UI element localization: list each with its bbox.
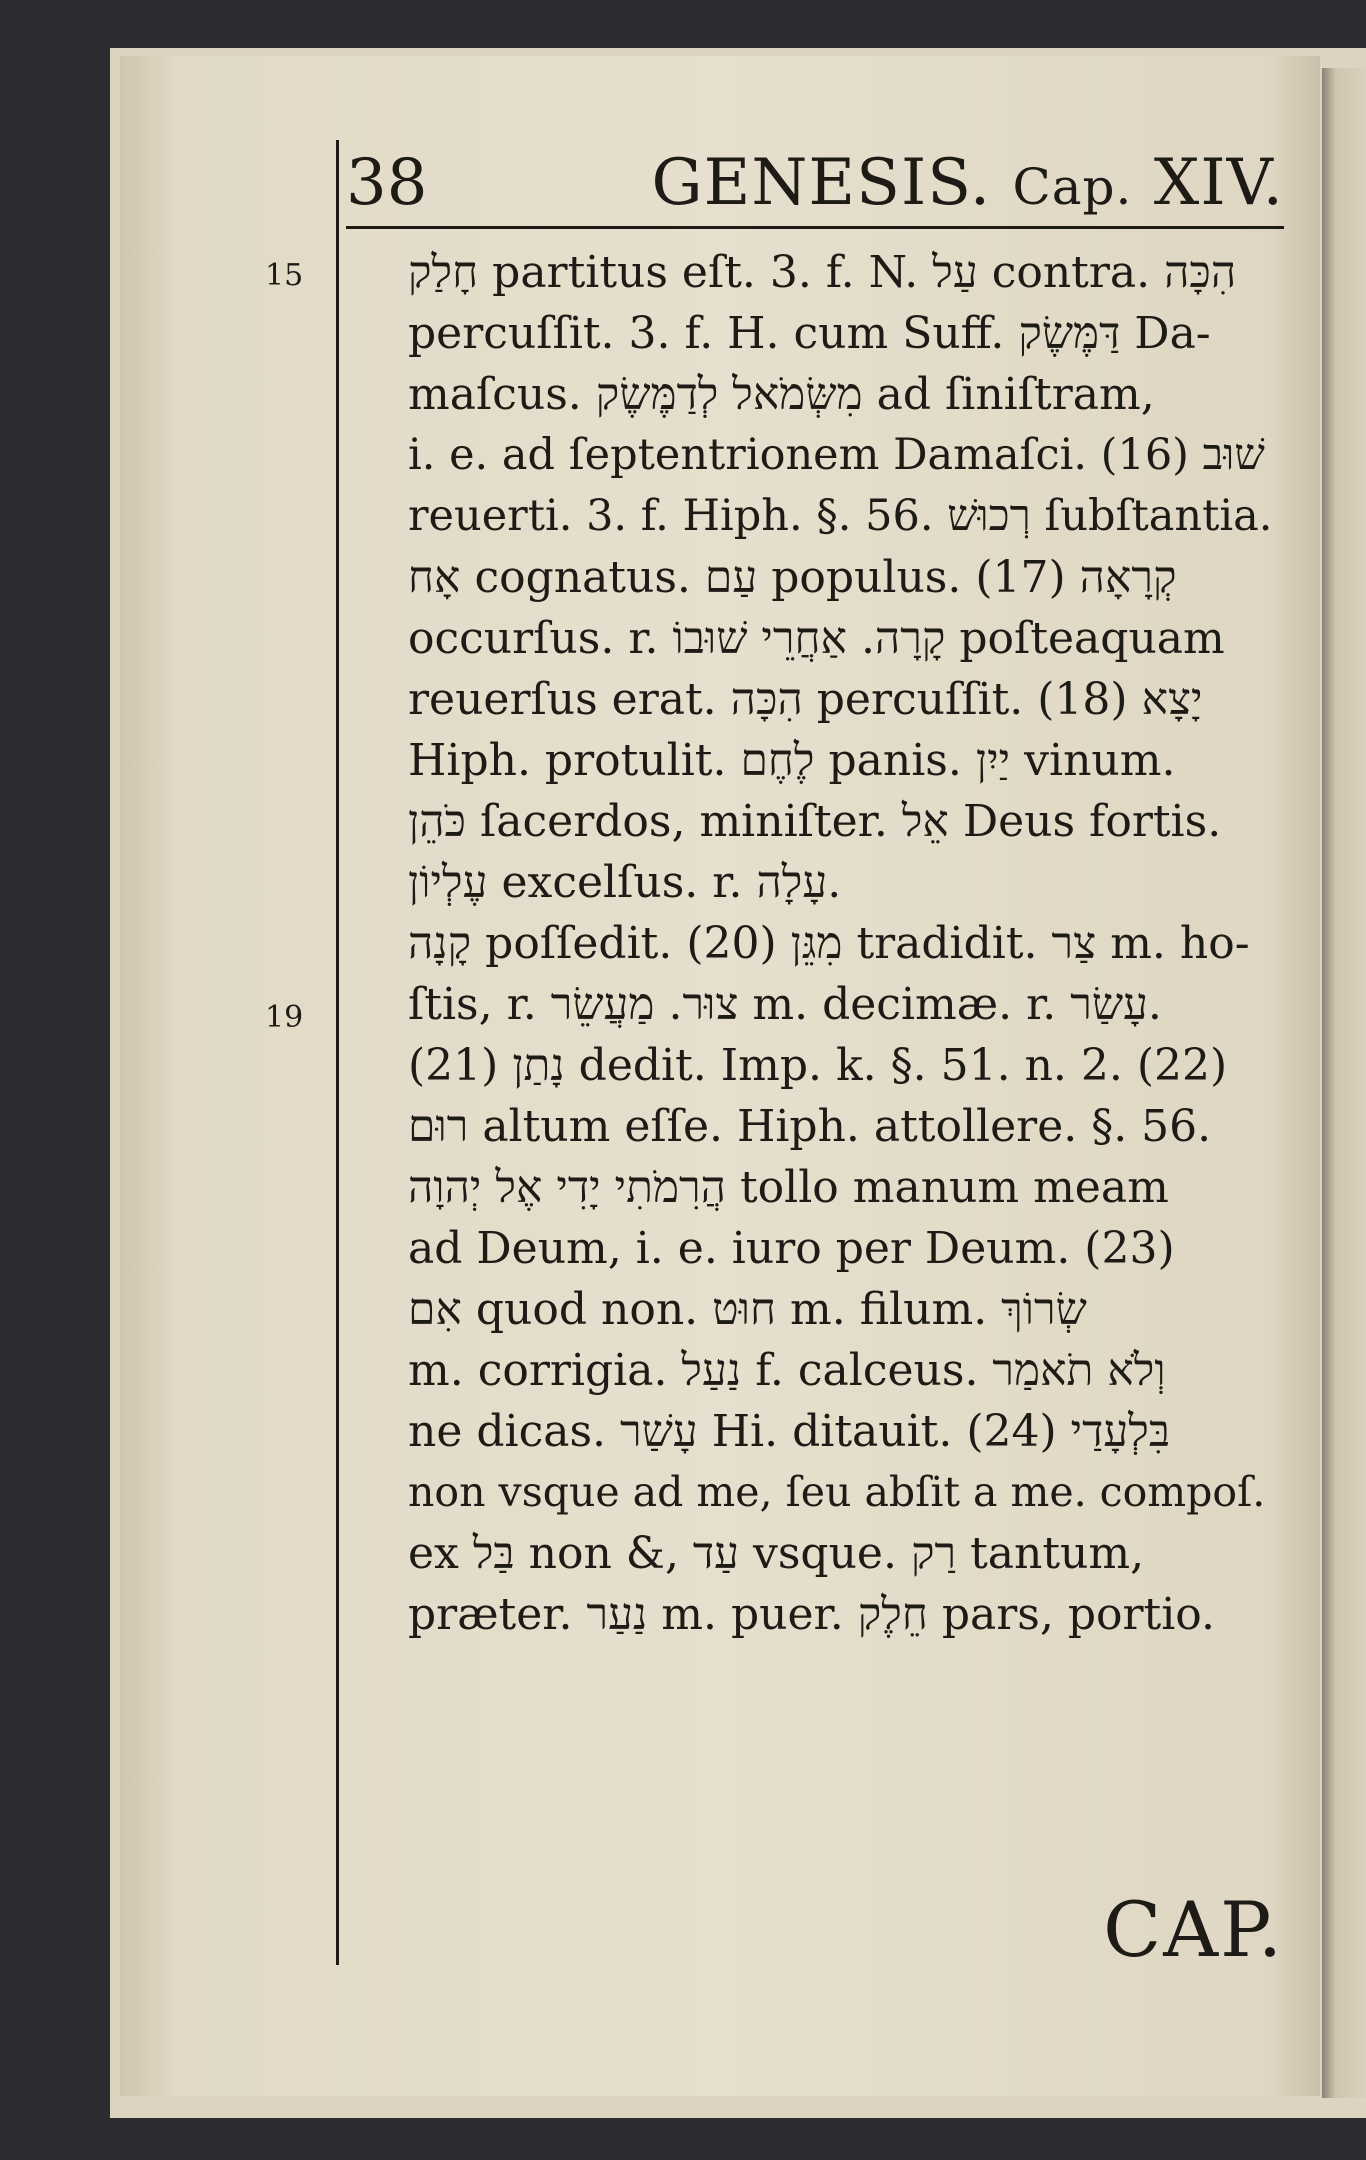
text-line: עֶלְיוֹן excelſus. r. עָלָה. xyxy=(408,857,842,908)
running-head-chapter: XIV. xyxy=(1153,146,1284,220)
text-line: חָלַק partitus eſt. 3. f. N. עַל contra. הִכָּה xyxy=(408,247,1237,298)
text-line: הֲרִמֹתִי יָדִי אֶל יְהוָה tollo manum meam xyxy=(408,1162,1169,1213)
text-line: reuerſus erat. הִכָּה percuſſit. (18) יָצָא xyxy=(408,674,1203,725)
text-line: (21) נָתַן dedit. Imp. k. §. 51. n. 2. (22) xyxy=(408,1040,1228,1091)
text-line: reuerti. 3. f. Hiph. §. 56. רְכוּשׁ ſubſtantia. xyxy=(408,491,1273,541)
catchword: CAP. xyxy=(1103,1885,1284,1974)
text-line: אִם quod non. חוּט m. filum. שְׂרוֹךְ xyxy=(408,1284,1087,1335)
text-line: אָח cognatus. עַם populus. (17) קְרָאָה xyxy=(408,552,1177,603)
running-head-book: GENESIS. xyxy=(651,146,992,220)
text-line: Hiph. protulit. לֶחֶם panis. יַיִן vinum. xyxy=(408,735,1176,786)
text-line: ſtis, r. צוּר. מַעֲשֵׂר m. decimæ. r. עָשַׂר. xyxy=(408,979,1162,1030)
verse-marker: 15 xyxy=(265,258,304,293)
header-rule xyxy=(346,226,1284,229)
text-line: קָנָה poſſedit. (20) מִגֵּן tradidit. צַר m. ho- xyxy=(408,918,1250,969)
text-line: ad Deum, i. e. iuro per Deum. (23) xyxy=(408,1223,1175,1274)
text-line: רוּם altum eſſe. Hiph. attollere. §. 56. xyxy=(408,1101,1212,1152)
running-head-cap: Cap. xyxy=(1012,158,1133,216)
glossary-text xyxy=(408,242,1283,1645)
text-line: præter. נַעַר m. puer. חֵלֶק pars, portio. xyxy=(408,1589,1215,1640)
verse-marker: 19 xyxy=(265,1000,304,1035)
page-header xyxy=(346,140,1284,226)
text-line: non vsque ad me, ſeu abſit a me. compoſ. xyxy=(408,1468,1266,1516)
text-line: maſcus. מִשְּׂמֹאל לְדַמֶּשֶׂק ad ſiniſtram, xyxy=(408,369,1155,420)
text-line: ne dicas. עָשַׁר Hi. ditauit. (24) בִּלְעָדַי xyxy=(408,1406,1171,1457)
text-line: m. corrigia. נַעַל f. calceus. וְלֹא תֹאמַר xyxy=(408,1345,1166,1396)
text-line: percuſſit. 3. f. H. cum Suff. דַּמֶּשֶׂק Da- xyxy=(408,308,1211,359)
text-line: occurſus. r. קָרָה. אַחֲרֵי שׁוּבוֹ poſteaquam xyxy=(408,613,1225,664)
page-number: 38 xyxy=(346,146,428,220)
text-line: ex בַּל non &, עַד vsque. רַק tantum, xyxy=(408,1528,1145,1579)
text-line: כֹּהֵן ſacerdos, miniſter. אֵל Deus fortis. xyxy=(408,796,1222,847)
margin-rule xyxy=(336,140,339,1965)
text-line: i. e. ad ſeptentrionem Damaſci. (16) שׁוּב xyxy=(408,430,1265,480)
running-head xyxy=(652,146,1284,220)
facing-page-edge xyxy=(1322,68,1366,2098)
